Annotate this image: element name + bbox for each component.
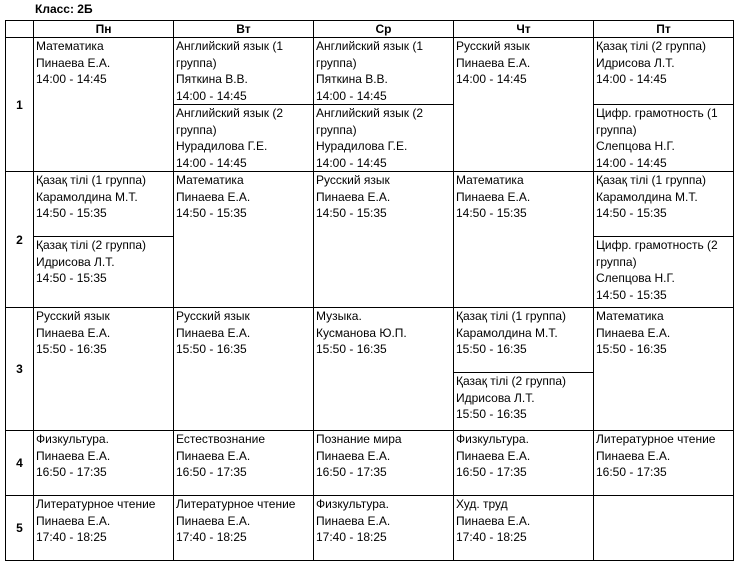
period-number: 5	[6, 496, 34, 561]
lesson-teacher: Нурадилова Г.Е.	[316, 139, 408, 153]
lesson-subject: Цифр. грамотность (2 группа)	[596, 238, 718, 269]
lesson-cell	[314, 308, 454, 431]
lesson-teacher: Пинаева Е.А.	[456, 448, 531, 463]
lesson-cell	[454, 308, 594, 373]
lesson-time: 17:40 - 18:25	[456, 530, 527, 544]
lesson-teacher: Идрисова Л.Т.	[456, 390, 535, 405]
lesson-teacher: Карамолдина М.Т.	[596, 189, 698, 204]
lesson-time: 17:40 - 18:25	[316, 530, 387, 544]
lesson-cell	[174, 38, 314, 105]
lesson-cell	[314, 105, 454, 172]
corner-cell	[6, 21, 34, 38]
lesson-subject: Цифр. грамотность (1 группа)	[596, 106, 718, 137]
lesson-teacher: Идрисова Л.Т.	[36, 254, 115, 269]
period-number: 3	[6, 308, 34, 431]
lesson-time: 14:00 - 14:45	[176, 88, 247, 103]
lesson-subject: Қазақ тілі (2 группа)	[456, 374, 567, 388]
lesson-subject: Қазақ тілі (1 группа)	[596, 173, 707, 187]
lesson-cell	[454, 38, 594, 172]
lesson-cell	[34, 38, 174, 172]
lesson-time: 14:50 - 15:35	[596, 206, 667, 220]
period-number: 4	[6, 431, 34, 496]
lesson-cell	[314, 431, 454, 496]
lesson-time: 14:50 - 15:35	[596, 287, 667, 302]
lesson-teacher: Пяткина В.В.	[316, 72, 388, 86]
lesson-cell	[594, 38, 734, 105]
lesson-time: 17:40 - 18:25	[176, 530, 247, 544]
empty-cell	[594, 496, 734, 561]
lesson-teacher: Пинаева Е.А.	[456, 189, 531, 204]
day-header-mon: Пн	[34, 21, 174, 38]
lesson-time: 15:50 - 16:35	[596, 342, 667, 356]
lesson-time: 17:40 - 18:25	[36, 530, 107, 544]
lesson-time: 14:00 - 14:45	[316, 88, 387, 103]
lesson-cell	[314, 172, 454, 308]
day-header-thu: Чт	[454, 21, 594, 38]
lesson-cell	[174, 431, 314, 496]
lesson-cell	[454, 496, 594, 561]
lesson-cell	[454, 373, 594, 431]
table-row	[6, 496, 734, 561]
table-row	[6, 308, 734, 373]
lesson-teacher: Слепцова Н.Г.	[596, 271, 675, 285]
lesson-time: 14:50 - 15:35	[316, 206, 387, 220]
lesson-time: 15:50 - 16:35	[36, 342, 107, 356]
lesson-teacher: Пинаева Е.А.	[316, 513, 391, 528]
table-row	[6, 38, 734, 105]
lesson-teacher: Карамолдина М.Т.	[456, 325, 558, 340]
lesson-subject: Русский язык	[456, 39, 530, 53]
lesson-subject: Математика	[596, 309, 664, 323]
lesson-subject: Математика	[456, 173, 524, 187]
lesson-time: 14:50 - 15:35	[456, 206, 527, 220]
table-row	[6, 172, 734, 237]
lesson-teacher: Нурадилова Г.Е.	[176, 139, 268, 153]
lesson-subject: Английский язык (1 группа)	[176, 39, 284, 70]
lesson-subject: Физкультура.	[456, 432, 529, 446]
lesson-teacher: Пинаева Е.А.	[596, 448, 671, 463]
lesson-time: 14:00 - 14:45	[596, 72, 667, 86]
lesson-cell	[454, 431, 594, 496]
period-number: 2	[6, 172, 34, 308]
lesson-cell	[34, 496, 174, 561]
lesson-teacher: Пяткина В.В.	[176, 72, 248, 86]
lesson-time: 15:50 - 16:35	[456, 407, 527, 421]
lesson-teacher: Пинаева Е.А.	[36, 55, 111, 70]
lesson-time: 16:50 - 17:35	[176, 465, 247, 479]
lesson-time: 14:50 - 15:35	[176, 206, 247, 220]
lesson-time: 14:00 - 14:45	[316, 155, 387, 170]
lesson-cell	[34, 431, 174, 496]
lesson-cell	[314, 496, 454, 561]
schedule-table	[5, 20, 734, 561]
lesson-time: 14:00 - 14:45	[176, 155, 247, 170]
lesson-cell	[594, 431, 734, 496]
day-header-wed: Ср	[314, 21, 454, 38]
lesson-time: 15:50 - 16:35	[456, 342, 527, 356]
lesson-cell	[174, 172, 314, 308]
day-header-fri: Пт	[594, 21, 734, 38]
header-row	[6, 21, 734, 38]
lesson-teacher: Пинаева Е.А.	[176, 513, 251, 528]
lesson-time: 14:00 - 14:45	[596, 155, 667, 170]
lesson-cell	[454, 172, 594, 308]
lesson-teacher: Идрисова Л.Т.	[596, 55, 675, 70]
lesson-time: 16:50 - 17:35	[316, 465, 387, 479]
lesson-time: 16:50 - 17:35	[596, 465, 667, 479]
lesson-subject: Литературное чтение	[596, 432, 716, 446]
lesson-cell	[34, 237, 174, 308]
lesson-teacher: Пинаева Е.А.	[176, 325, 251, 340]
lesson-subject: Физкультура.	[316, 497, 389, 511]
lesson-time: 14:50 - 15:35	[36, 271, 107, 285]
lesson-subject: Қазақ тілі (1 группа)	[456, 309, 567, 323]
lesson-cell	[594, 105, 734, 172]
lesson-cell	[174, 496, 314, 561]
lesson-time: 14:00 - 14:45	[456, 72, 527, 86]
lesson-subject: Литературное чтение	[36, 497, 156, 511]
lesson-teacher: Пинаева Е.А.	[176, 189, 251, 204]
lesson-subject: Қазақ тілі (2 группа)	[596, 39, 707, 53]
lesson-subject: Музыка.	[316, 309, 362, 323]
lesson-cell	[594, 237, 734, 308]
period-number: 1	[6, 38, 34, 172]
lesson-time: 16:50 - 17:35	[36, 465, 107, 479]
lesson-subject: Английский язык (2 группа)	[316, 106, 424, 137]
lesson-teacher: Кусманова Ю.П.	[316, 325, 407, 340]
lesson-subject: Английский язык (1 группа)	[316, 39, 424, 70]
lesson-subject: Познание мира	[316, 432, 402, 446]
lesson-cell	[34, 308, 174, 431]
lesson-time: 15:50 - 16:35	[176, 342, 247, 356]
lesson-teacher: Пинаева Е.А.	[176, 448, 251, 463]
lesson-time: 14:50 - 15:35	[36, 206, 107, 220]
lesson-teacher: Пинаева Е.А.	[36, 448, 111, 463]
lesson-subject: Литературное чтение	[176, 497, 296, 511]
lesson-subject: Физкультура.	[36, 432, 109, 446]
lesson-cell	[314, 38, 454, 105]
lesson-teacher: Пинаева Е.А.	[36, 325, 111, 340]
lesson-teacher: Пинаева Е.А.	[316, 189, 391, 204]
lesson-teacher: Слепцова Н.Г.	[596, 139, 675, 153]
lesson-subject: Естествознание	[176, 432, 265, 446]
lesson-teacher: Пинаева Е.А.	[36, 513, 111, 528]
lesson-teacher: Пинаева Е.А.	[316, 448, 391, 463]
lesson-subject: Математика	[36, 39, 104, 53]
table-row	[6, 431, 734, 496]
lesson-cell	[34, 172, 174, 237]
lesson-subject: Қазақ тілі (1 группа)	[36, 173, 147, 187]
lesson-subject: Английский язык (2 группа)	[176, 106, 284, 137]
lesson-subject: Қазақ тілі (2 группа)	[36, 238, 147, 252]
lesson-time: 15:50 - 16:35	[316, 342, 387, 356]
day-header-tue: Вт	[174, 21, 314, 38]
lesson-teacher: Пинаева Е.А.	[596, 325, 671, 340]
lesson-time: 14:00 - 14:45	[36, 72, 107, 86]
lesson-subject: Русский язык	[36, 309, 110, 323]
class-title: Класс: 2Б	[35, 2, 93, 16]
lesson-cell	[594, 308, 734, 431]
lesson-subject: Русский язык	[176, 309, 250, 323]
lesson-teacher: Пинаева Е.А.	[456, 513, 531, 528]
lesson-cell	[174, 105, 314, 172]
lesson-cell	[594, 172, 734, 237]
lesson-time: 16:50 - 17:35	[456, 465, 527, 479]
lesson-teacher: Карамолдина М.Т.	[36, 189, 138, 204]
lesson-subject: Русский язык	[316, 173, 390, 187]
lesson-cell	[174, 308, 314, 431]
lesson-subject: Математика	[176, 173, 244, 187]
lesson-teacher: Пинаева Е.А.	[456, 55, 531, 70]
lesson-subject: Худ. труд	[456, 497, 508, 511]
